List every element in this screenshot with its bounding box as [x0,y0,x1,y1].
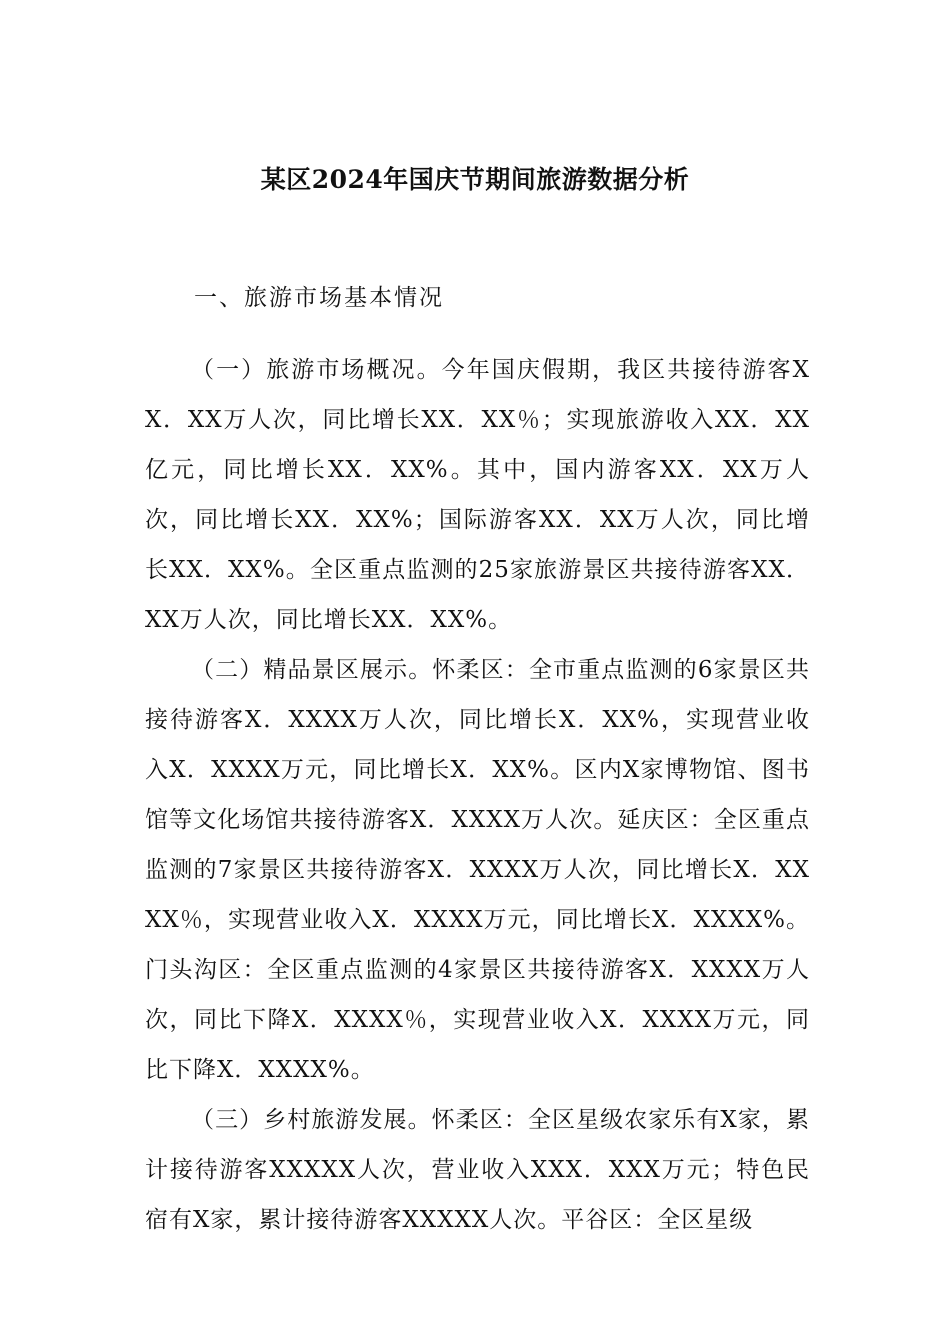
paragraph-scenic-spots: （二）精品景区展示。怀柔区：全市重点监测的6家景区共接待游客X．XXXX万人次，同比增长X．XX%，实现营业收入X．XXXX万元，同比增长X．XX%。区内X家博物馆、图书馆等文化场馆共接待游客X．XXXX万人次。延庆区：全区重点监测的7家景区共接待游客X．XXXX万人次，同比增长X．XXXX％，实现营业收入X．XXXX万元，同比增长X．XXXX%。门头沟区：全区重点监测的4家景区共接待游客X．XXXX万人次，同比下降X．XXXX％，实现营业收入X．XXXX万元，同比下降X．XXXX%。 [145,657,810,1083]
paragraph-rural-tourism: （三）乡村旅游发展。怀柔区：全区星级农家乐有X家，累计接待游客XXXXX人次，营业收入XXX．XXX万元；特色民宿有X家，累计接待游客XXXXX人次。平谷区：全区星级 [145,1107,810,1233]
paragraph-tourism-overview: （一）旅游市场概况。今年国庆假期，我区共接待游客XX．XX万人次，同比增长XX．XX％；实现旅游收入XX．XX亿元，同比增长XX．XX%。其中，国内游客XX．XX万人次，同比增长XX．XX%；国际游客XX．XX万人次，同比增长XX．XX%。全区重点监测的25家旅游景区共接待游客XX．XX万人次，同比增长XX．XX%。 [145,357,810,633]
section-heading: 一、旅游市场基本情况 [194,285,444,311]
document-title: 某区2024年国庆节期间旅游数据分析 [260,165,690,194]
